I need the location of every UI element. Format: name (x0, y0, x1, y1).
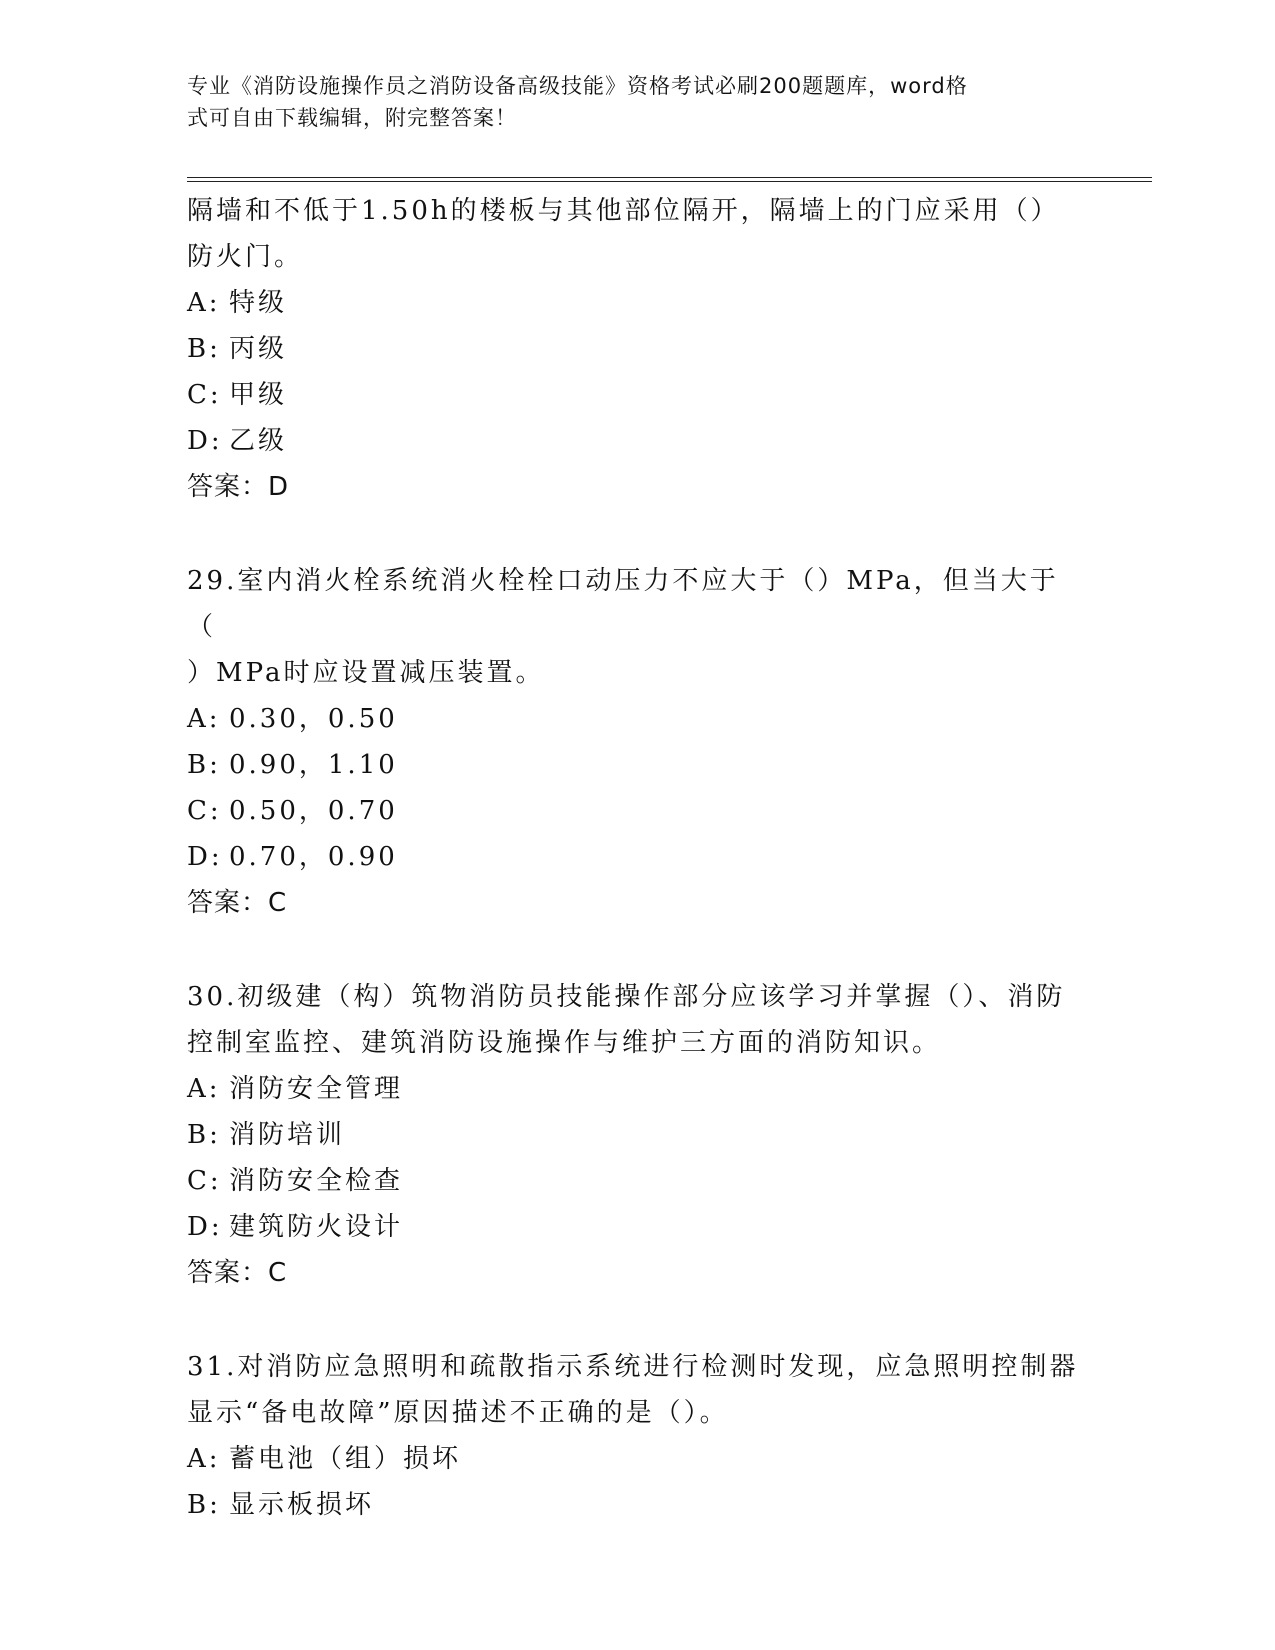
option-text: 蓄电池（组）损坏 (229, 1444, 462, 1474)
option-letter: C: (187, 380, 222, 410)
option-c (187, 788, 1087, 834)
option-text: 显示板损坏 (229, 1490, 375, 1520)
question-stem-line: 控制室监控、建筑消防设施操作与维护三方面的消防知识。 (187, 1028, 942, 1058)
answer-line: 答案：C (187, 888, 288, 918)
question-block (187, 1344, 1087, 1528)
question-stem-line: 显示“备电故障”原因描述不正确的是（）。 (187, 1398, 729, 1428)
question-stem-line: ）MPa时应设置减压装置。 (187, 658, 545, 688)
option-text: 消防安全检查 (229, 1166, 404, 1196)
option-text: 消防培训 (229, 1120, 346, 1150)
option-letter: C: (187, 1166, 222, 1196)
option-letter: C: (187, 796, 222, 826)
option-text: 0.70，0.90 (229, 842, 398, 872)
option-text: 甲级 (229, 380, 288, 410)
option-b (187, 326, 1087, 372)
question-stem-line: 31.对消防应急照明和疏散指示系统进行检测时发现，应急照明控制器 (187, 1352, 1079, 1382)
option-letter: D: (187, 842, 223, 872)
question-block (187, 558, 1087, 926)
option-b (187, 1482, 1087, 1528)
option-a (187, 1066, 1087, 1112)
option-letter: B: (187, 1490, 221, 1520)
option-letter: A: (187, 1074, 221, 1104)
header-line-1: 专业《消防设施操作员之消防设备高级技能》资格考试必刷200题题库，word格 (187, 74, 968, 98)
option-letter: D: (187, 1212, 223, 1242)
question-stem-line: 隔墙和不低于1.50h的楼板与其他部位隔开，隔墙上的门应采用（） (187, 196, 1060, 226)
option-d (187, 418, 1087, 464)
option-text: 乙级 (229, 426, 288, 456)
option-b (187, 742, 1087, 788)
question-block (187, 188, 1087, 510)
option-c (187, 372, 1087, 418)
option-letter: D: (187, 426, 223, 456)
option-letter: A: (187, 704, 221, 734)
option-a (187, 696, 1087, 742)
option-text: 0.50，0.70 (229, 796, 398, 826)
question-stem (187, 974, 1087, 1066)
option-text: 丙级 (229, 334, 288, 364)
option-text: 消防安全管理 (229, 1074, 404, 1104)
option-text: 特级 (229, 288, 288, 318)
question-list (187, 188, 1087, 1576)
question-stem-line: 30.初级建（构）筑物消防员技能操作部分应该学习并掌握（）、消防 (187, 982, 1066, 1012)
question-stem (187, 188, 1087, 280)
header-double-rule (187, 177, 1152, 182)
option-d (187, 1204, 1087, 1250)
answer-line: 答案：C (187, 1258, 288, 1288)
page-header (187, 70, 1067, 134)
question-block (187, 974, 1087, 1296)
option-text: 建筑防火设计 (229, 1212, 404, 1242)
option-d (187, 834, 1087, 880)
option-letter: B: (187, 1120, 221, 1150)
header-line-2: 式可自由下载编辑，附完整答案！ (187, 106, 517, 130)
question-stem-line: 29.室内消火栓系统消火栓栓口动压力不应大于（）MPa，但当大于（ (187, 566, 1059, 642)
question-stem (187, 1344, 1087, 1436)
question-stem-line: 防火门。 (187, 242, 304, 272)
option-letter: A: (187, 1444, 221, 1474)
option-text: 0.30，0.50 (229, 704, 398, 734)
option-b (187, 1112, 1087, 1158)
option-a (187, 280, 1087, 326)
option-letter: A: (187, 288, 221, 318)
answer-line: 答案：D (187, 472, 290, 502)
question-stem (187, 558, 1087, 696)
option-letter: B: (187, 334, 221, 364)
option-letter: B: (187, 750, 221, 780)
option-a (187, 1436, 1087, 1482)
option-text: 0.90，1.10 (229, 750, 398, 780)
option-c (187, 1158, 1087, 1204)
